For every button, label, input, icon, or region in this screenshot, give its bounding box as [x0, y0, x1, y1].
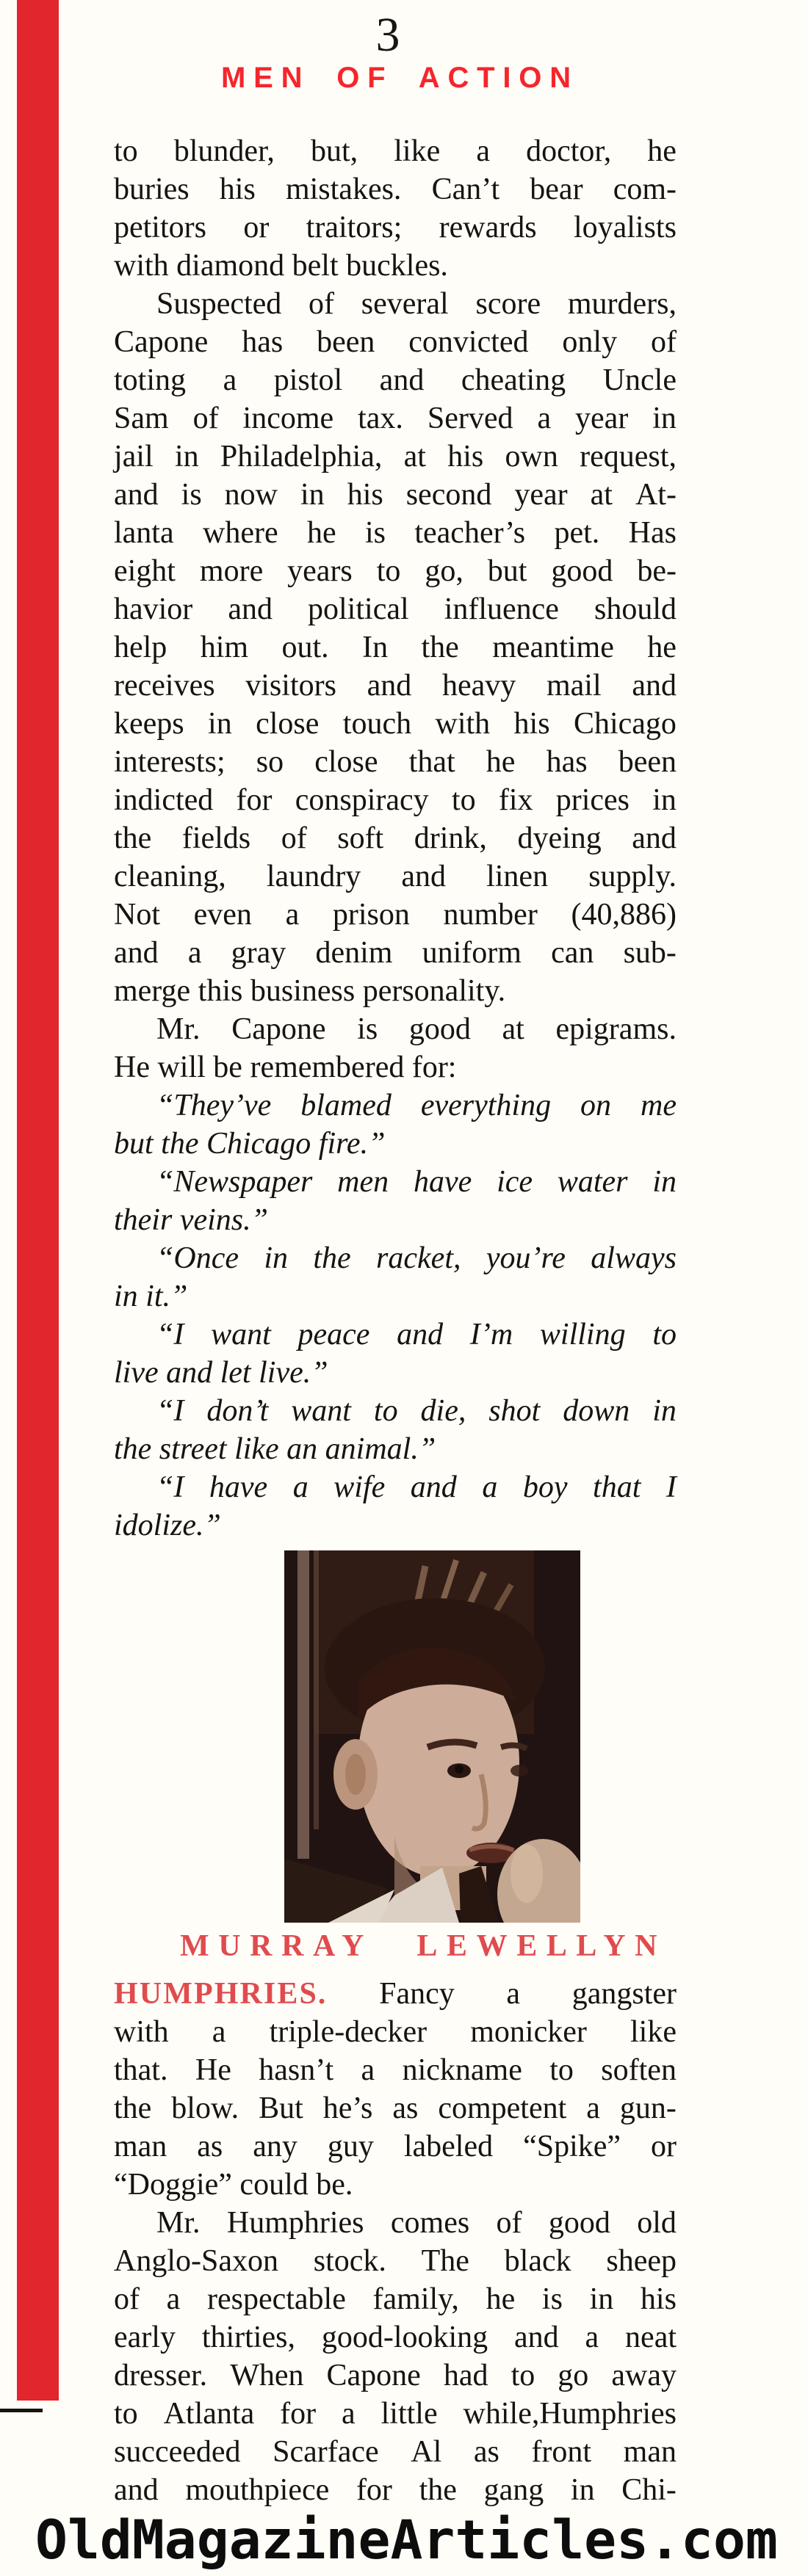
text-line: Suspected of several score murders,: [156, 287, 677, 321]
section-title: MEN OF ACTION: [221, 62, 579, 94]
text-line: “Doggie” could be.: [114, 2168, 353, 2202]
text-line: havior and political influence should: [114, 592, 677, 626]
quote-line: the street like an animal.”: [114, 1432, 436, 1466]
quote-line: “Newspaper men have ice water in: [156, 1165, 677, 1199]
text-line: to blunder, but, like a doctor, he: [114, 134, 677, 168]
quote-line: “I want peace and I’m willing to: [156, 1318, 677, 1352]
text-line: jail in Philadelphia, at his own request,: [114, 440, 677, 474]
text-line: early thirties, good-looking and a neat: [114, 2321, 677, 2354]
text-line: receives visitors and heavy mail and: [114, 669, 677, 703]
text-line: and is now in his second year at At-: [114, 478, 677, 512]
text-line: dresser. When Capone had to go away: [114, 2359, 677, 2392]
quote-line: in it.”: [114, 1280, 188, 1313]
article-column-top: [114, 132, 677, 1545]
decorative-red-bar: [17, 0, 59, 2401]
quote-line: live and let live.”: [114, 1356, 328, 1390]
text-line: buries his mistakes. Can’t bear com-: [114, 173, 677, 206]
text-line: with diamond belt buckles.: [114, 249, 448, 283]
text-line: of a respectable family, he is in his: [114, 2282, 677, 2316]
text-line: the fields of soft drink, dyeing and: [114, 821, 677, 855]
quote-line: “They’ve blamed everything on me: [156, 1089, 677, 1122]
site-watermark: OldMagazineArticles.com: [35, 2509, 778, 2572]
quote-line: but the Chicago fire.”: [114, 1127, 386, 1161]
text-line: Sam of income tax. Served a year in: [114, 402, 677, 435]
heading-name-lead: HUMPHRIES.: [114, 1977, 328, 2011]
portrait-photo: [284, 1550, 580, 1923]
page-number: 3: [375, 8, 400, 62]
footer-rule: [0, 2409, 43, 2412]
text-line: Mr. Humphries comes of good old: [156, 2206, 677, 2240]
text-line: He will be remembered for:: [114, 1051, 457, 1084]
text-line: Capone has been convicted only of: [114, 325, 677, 359]
quote-line: “Once in the racket, you’re always: [156, 1241, 677, 1275]
text-line: with a triple-decker monicker like: [114, 2015, 677, 2049]
text-line: Anglo-Saxon stock. The black sheep: [114, 2244, 677, 2278]
text-line: merge this business personality.: [114, 974, 506, 1008]
text-line: the blow. But he’s as competent a gun-: [114, 2091, 677, 2125]
text-line: man as any guy labeled “Spike” or: [114, 2130, 677, 2163]
article-heading-line1: MURRAY LEWELLYN: [180, 1929, 667, 1963]
text-line: eight more years to go, but good be-: [114, 554, 677, 588]
text-line: and a gray denim uniform can sub-: [114, 936, 677, 970]
text-line: succeeded Scarface Al as front man: [114, 2435, 677, 2469]
text-line: Not even a prison number (40,886): [114, 898, 677, 932]
text-line: help him out. In the meantime he: [114, 631, 677, 664]
quote-line: their veins.”: [114, 1203, 268, 1237]
article-heading-line2: HUMPHRIES. Fancy a gangster: [114, 1975, 677, 2013]
text-line: petitors or traitors; rewards loyalists: [114, 211, 677, 244]
text-line: to Atlanta for a little while,Humphries: [114, 2397, 677, 2431]
text-line: indicted for conspiracy to fix prices in: [114, 783, 677, 817]
text-line: lanta where he is teacher’s pet. Has: [114, 516, 677, 550]
text-line: cleaning, laundry and linen supply.: [114, 860, 677, 893]
text-line: keeps in close touch with his Chicago: [114, 707, 677, 741]
text-line: and mouthpiece for the gang in Chi-: [114, 2473, 677, 2507]
text-line: interests; so close that he has been: [114, 745, 677, 779]
text-line: that. He hasn’t a nickname to soften: [114, 2053, 677, 2087]
quote-line: idolize.”: [114, 1509, 221, 1542]
quote-line: “I don’t want to die, shot down in: [156, 1394, 677, 1428]
article-column-bottom: [114, 1975, 677, 2509]
text-line: toting a pistol and cheating Uncle: [114, 363, 677, 397]
quote-line: “I have a wife and a boy that I: [156, 1470, 677, 1504]
text-line: Mr. Capone is good at epigrams.: [156, 1012, 677, 1046]
